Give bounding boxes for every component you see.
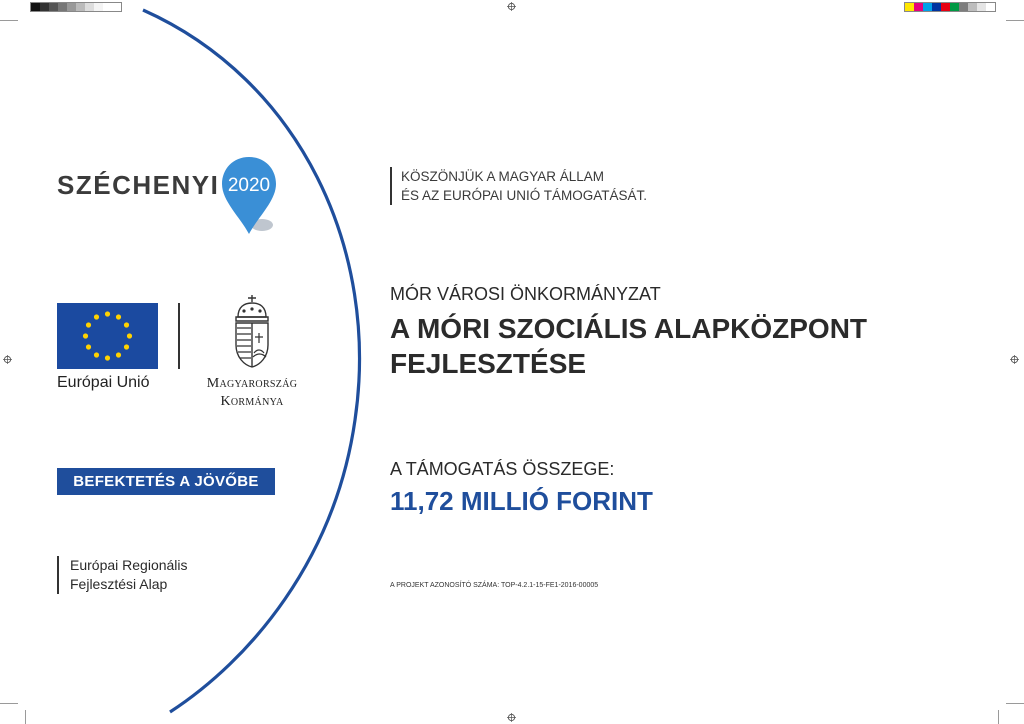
eu-label: Európai Unió bbox=[57, 374, 150, 391]
fund-label bbox=[57, 556, 188, 594]
thanks-statement bbox=[390, 167, 647, 205]
logo-year: 2020 bbox=[227, 175, 271, 196]
eu-flag-icon bbox=[57, 303, 158, 369]
thanks-line-1: KÖSZÖNJÜK A MAGYAR ÁLLAM bbox=[401, 169, 605, 184]
project-title-line-1: A MÓRI SZOCIÁLIS ALAPKÖZPONT bbox=[390, 313, 868, 344]
grant-amount: 11,72 MILLIÓ FORINT bbox=[390, 486, 653, 516]
location-pin-icon bbox=[220, 155, 280, 237]
logo-separator bbox=[178, 303, 180, 369]
szechenyi-wordmark: SZÉCHENYI bbox=[57, 170, 220, 200]
government-label bbox=[188, 375, 316, 411]
fund-line-1: Európai Regionális bbox=[70, 557, 188, 573]
beneficiary: MÓR VÁROSI ÖNKORMÁNYZAT bbox=[390, 284, 661, 304]
government-line-1: Magyarország bbox=[206, 376, 298, 391]
amount-label: A TÁMOGATÁS ÖSSZEGE: bbox=[390, 459, 615, 479]
hungarian-coat-of-arms-icon bbox=[228, 293, 276, 369]
fund-line-2: Fejlesztési Alap bbox=[70, 576, 168, 592]
investment-badge: BEFEKTETÉS A JÖVŐBE bbox=[57, 468, 275, 495]
project-id: A PROJEKT AZONOSÍTÓ SZÁMA: TOP-4.2.1-15-FE1-2016-00005 bbox=[390, 582, 599, 589]
thanks-line-2: ÉS AZ EURÓPAI UNIÓ TÁMOGATÁSÁT. bbox=[401, 188, 648, 203]
government-line-2: Kormánya bbox=[220, 394, 284, 409]
project-title bbox=[390, 311, 867, 381]
project-title-line-2: FEJLESZTÉSE bbox=[390, 348, 587, 379]
